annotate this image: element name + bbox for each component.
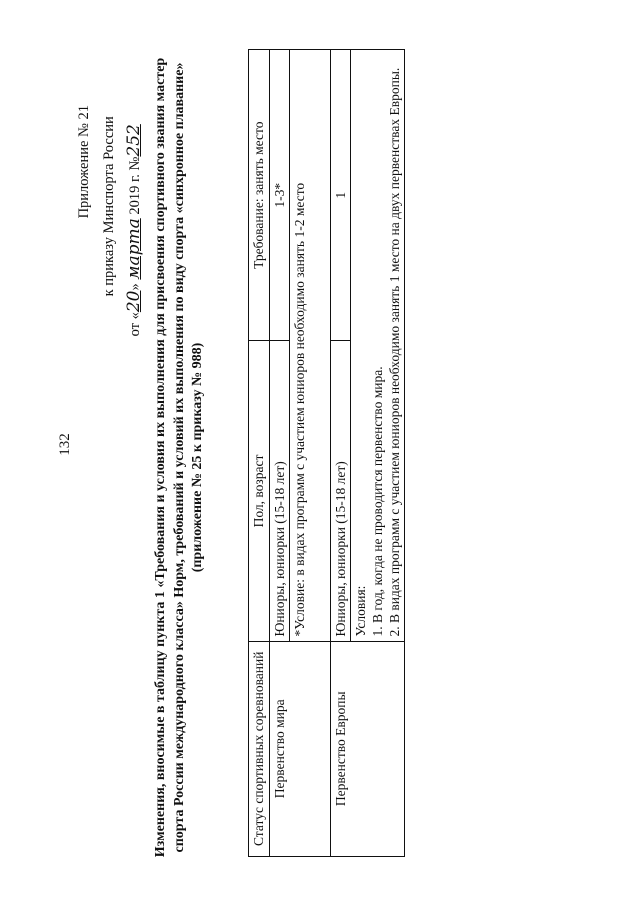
requirements-table	[248, 49, 405, 857]
annex-title: Приложение № 21	[76, 105, 92, 219]
document-heading: Изменения, вносимые в таблицу пункта 1 «Требования и условия их выполнения для присвоения спортивного звания мастер спорта России международного класса» Норм, требований и условий их выполнения по виду спорта «синхронное плавание» (приложение № 25 к приказу № 988)	[153, 57, 205, 858]
cell-gender-world: Юниоры, юниорки (15-18 лет)	[270, 341, 290, 641]
cell-status-world: Первенство мира	[270, 641, 331, 856]
note-line: 2. В видах программ с участием юниоров необходимо занять 1 место на двух первенствах Европы.	[387, 67, 402, 637]
handwritten-day: 20	[124, 290, 144, 313]
handwritten-month: марта	[124, 218, 144, 280]
annex-date-line: от «20» марта 2019 г. №252	[124, 124, 144, 337]
table-header-row	[249, 50, 270, 857]
cell-requirement-world: 1-3*	[270, 50, 290, 341]
note-line: Условия:	[353, 585, 368, 637]
handwritten-order-number: 252	[124, 124, 144, 157]
header-status: Статус спортивных соревнований	[249, 641, 270, 856]
cell-requirement-europe: 1	[331, 50, 351, 341]
page-number: 132	[56, 433, 73, 456]
annex-order-ref: к приказу Минспорта России	[101, 116, 117, 297]
header-gender-age: Пол, возраст	[249, 341, 270, 641]
table-row	[270, 50, 290, 857]
cell-note-world: *Условие: в видах программ с участием юниоров необходимо занять 1-2 место	[290, 50, 331, 642]
note-line: 1. В год, когда не проводится первенство мира.	[370, 366, 385, 637]
header-requirement: Требование: занять место	[249, 50, 270, 341]
annex-reference	[72, 105, 148, 336]
table-row	[331, 50, 351, 857]
cell-note-europe	[351, 50, 405, 642]
cell-status-europe: Первенство Европы	[331, 641, 405, 856]
cell-gender-europe: Юниоры, юниорки (15-18 лет)	[331, 341, 351, 641]
